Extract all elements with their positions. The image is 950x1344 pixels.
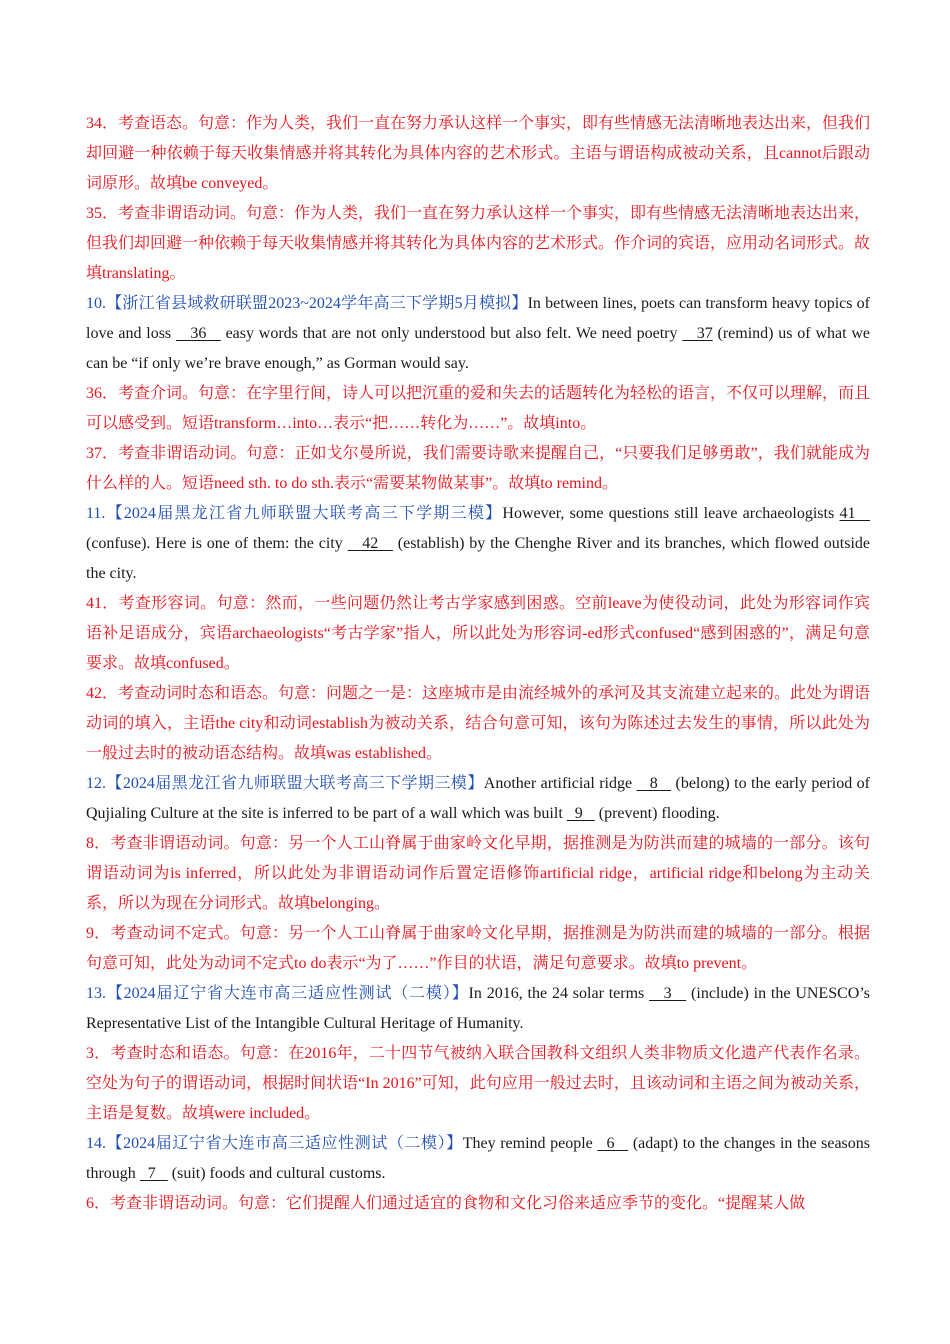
question-text: Another artificial ridge: [483, 775, 637, 792]
question-text: (remind) us of what we can be “if only we’re brave enough,” as Gorman would say.: [86, 325, 870, 372]
fill-in-blank: 37: [682, 325, 713, 342]
answer-explanation: 35．考查非谓语动词。句意：作为人类，我们一直在努力承认这样一个事实，即有些情感无法清晰地表达出来，但我们却回避一种依赖于每天收集情感并将其转化为具体内容的艺术形式。作介词的宾语，应用动名词形式。故填translating。: [86, 205, 871, 282]
question-text: In between lines, poets can transform heavy topics of love and loss: [86, 295, 870, 342]
question-excerpt: [86, 979, 870, 1039]
question-text: (suit) foods and cultural customs.: [167, 1165, 386, 1182]
question-text: They remind people: [462, 1135, 598, 1152]
question-text: (belong) to the early period of Qujialing Culture at the site is inferred to be part of a wall which was built: [86, 775, 870, 822]
fill-in-blank: 8: [636, 775, 672, 792]
question-text: (adapt) to the changes in the seasons through: [86, 1135, 871, 1182]
answer-explanation: 36．考查介词。句意：在字里行间，诗人可以把沉重的爱和失去的话题转化为轻松的语言，不仅可以理解，而且可以感受到。短语transform…into…表示“把……转化为……”。故填into。: [86, 385, 871, 432]
question-text: (include) in the UNESCO’s Representative List of the Intangible Cultural Heritage of Humanity.: [86, 985, 870, 1032]
question-text: easy words that are not only understood but also felt. We need poetry: [220, 325, 683, 342]
question-excerpt: [86, 769, 870, 829]
question-source: 12.【2024届黑龙江省九师联盟大联考高三下学期三模】: [86, 775, 484, 792]
fill-in-blank: 7: [139, 1165, 168, 1182]
fill-in-blank: 36: [175, 325, 221, 342]
question-source: 14.【2024届辽宁省大连市高三适应性测试（二模）】: [86, 1135, 463, 1152]
answer-explanation: 42．考查动词时态和语态。句意：问题之一是：这座城市是由流经城外的承河及其支流建立起来的。此处为谓语动词的填入，主语the city和动词establish为被动关系，结合句意可知，该句为陈述过去发生的事情，所以此处为一般过去时的被动语态结构。故填was established。: [86, 685, 871, 762]
question-source: 11.【2024届黑龙江省九师联盟大联考高三下学期三模】: [86, 505, 503, 522]
answer-explanation: 6．考查非谓语动词。句意：它们提醒人们通过适宜的食物和文化习俗来适应季节的变化。“提醒某人做: [86, 1195, 806, 1212]
question-excerpt: [86, 1129, 870, 1189]
question-text: In 2016, the 24 solar terms: [468, 985, 650, 1002]
answer-explanation: 37．考查非谓语动词。句意：正如戈尔曼所说，我们需要诗歌来提醒自己，“只要我们足够勇敢”，我们就能成为什么样的人。短语need sth. to do sth.表示“需要某物做某事”。故填to remind。: [86, 445, 870, 492]
fill-in-blank: 6: [597, 1135, 629, 1152]
question-source: 10.【浙江省县域救研联盟2023~2024学年高三下学期5月模拟】: [86, 295, 528, 312]
fill-in-blank: 41: [839, 505, 871, 522]
answer-explanation: 3．考查时态和语态。句意：在2016年，二十四节气被纳入联合国教科文组织人类非物质文化遗产代表作名录。空处为句子的谓语动词，根据时间状语“In 2016”可知，此句应用一般过去时，且该动词和主语之间为被动关系，主语是复数。故填were included。: [86, 1045, 870, 1122]
answer-explanation: 8．考查非谓语动词。句意：另一个人工山脊属于曲家岭文化早期，据推测是为防洪而建的城墙的一部分。该句谓语动词为is inferred，所以此处为非谓语动词作后置定语修饰artificial ridge，artificial ridge和belong为主动关系，所以为现在分词形式。故填belonging。: [86, 835, 870, 912]
answer-explanation: 34．考查语态。句意：作为人类，我们一直在努力承认这样一个事实，即有些情感无法清晰地表达出来，但我们却回避一种依赖于每天收集情感并将其转化为具体内容的艺术形式。主语与谓语构成被动关系，且cannot后跟动词原形。故填be conveyed。: [86, 115, 871, 192]
question-excerpt: [86, 289, 870, 379]
answer-explanation: 9．考查动词不定式。句意：另一个人工山脊属于曲家岭文化早期，据推测是为防洪而建的城墙的一部分。根据句意可知，此处为动词不定式to do表示“为了……”作目的状语，满足句意要求。故填to prevent。: [86, 925, 870, 972]
fill-in-blank: 9: [566, 805, 595, 822]
document-body: [86, 109, 870, 1219]
question-text: (establish) by the Chenghe River and its branches, which flowed outside the city.: [86, 535, 871, 582]
answer-explanation: 41．考查形容词。句意：然而，一些问题仍然让考古学家感到困惑。空前leave为使役动词，此处为形容词作宾语补足语成分，宾语archaeologists“考古学家”指人，所以此处为形容词-ed形式confused“感到困惑的”，满足句意要求。故填confused。: [86, 595, 870, 672]
question-source: 13.【2024届辽宁省大连市高三适应性测试（二模）】: [86, 985, 469, 1002]
question-text: (confuse). Here is one of them: the city: [86, 535, 348, 552]
fill-in-blank: 42: [347, 535, 393, 552]
fill-in-blank: 3: [649, 985, 687, 1002]
question-excerpt: [86, 499, 870, 589]
question-text: However, some questions still leave archaeologists: [502, 505, 840, 522]
question-text: (prevent) flooding.: [594, 805, 720, 822]
